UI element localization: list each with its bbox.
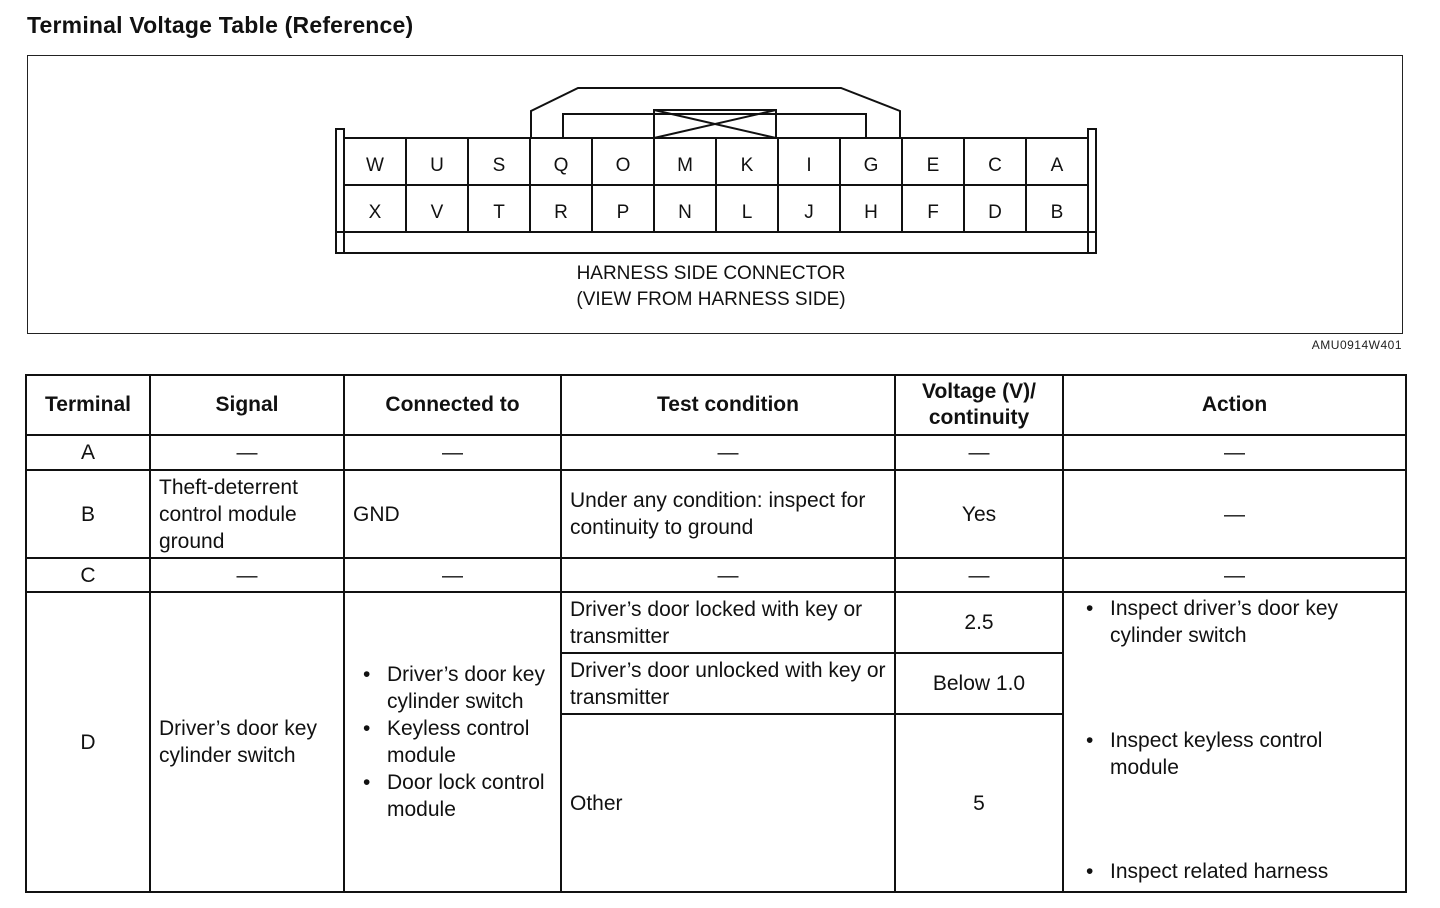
bottom-pin-f: F: [927, 202, 939, 223]
connected-to-list: [349, 661, 556, 823]
bottom-pin-v: V: [430, 202, 444, 223]
action-list-1: [1072, 595, 1397, 649]
table-row-a: [26, 435, 1406, 470]
cell-action: —: [1063, 558, 1406, 592]
connector-diagram: [27, 55, 1403, 334]
cell-test-condition: Driver’s door unlocked with key or transmitter: [561, 653, 895, 714]
top-pin-a: A: [1050, 155, 1064, 176]
bottom-pin-l: L: [741, 202, 753, 223]
cell-signal: Theft-deterrent control module ground: [150, 470, 344, 558]
list-item: • Inspect keyless control module: [1072, 727, 1397, 781]
cell-signal: Driver’s door key cylinder switch: [150, 592, 344, 892]
harness-connector-drawing: [28, 56, 1404, 335]
top-pin-o: O: [615, 155, 631, 176]
header-action: Action: [1063, 375, 1406, 435]
cell-signal: —: [150, 558, 344, 592]
cell-signal: —: [150, 435, 344, 470]
cell-action: —: [1063, 435, 1406, 470]
list-item: • Keyless control module: [349, 715, 556, 769]
cell-connected-to: —: [344, 558, 561, 592]
header-signal: Signal: [150, 375, 344, 435]
bottom-pin-n: N: [678, 202, 692, 223]
table-header-row: [26, 375, 1406, 435]
cell-connected-to: —: [344, 435, 561, 470]
cell-terminal: C: [26, 558, 150, 592]
table-row-c: [26, 558, 1406, 592]
list-item: • Inspect related harness: [1072, 858, 1397, 885]
terminal-voltage-table: [25, 374, 1407, 893]
table-row-b: [26, 470, 1406, 558]
cell-test-condition: Driver’s door locked with key or transmitter: [561, 592, 895, 653]
header-voltage-line-2: continuity: [928, 406, 1030, 429]
header-test-condition: Test condition: [561, 375, 895, 435]
connector-pin-grid: [344, 138, 1088, 232]
bottom-pin-b: B: [1050, 202, 1064, 223]
cell-connected-to: [344, 592, 561, 892]
cell-action: —: [1063, 470, 1406, 558]
connector-caption-line-1: HARNESS SIDE CONNECTOR: [576, 263, 846, 284]
list-item: • Inspect driver’s door key cylinder switch: [1072, 595, 1397, 649]
cell-connected-to: GND: [344, 470, 561, 558]
top-pin-g: G: [863, 155, 879, 176]
top-pin-m: M: [677, 155, 693, 176]
connector-latch: [531, 88, 900, 138]
bottom-pin-t: T: [493, 202, 505, 223]
list-item: • Door lock control module: [349, 769, 556, 823]
page-title: Terminal Voltage Table (Reference): [27, 12, 414, 38]
top-pin-q: Q: [553, 155, 569, 176]
header-voltage: [895, 375, 1063, 435]
cell-test-condition: Other: [561, 714, 895, 892]
table-row-d: [26, 592, 1406, 653]
cell-terminal: A: [26, 435, 150, 470]
cell-voltage: Below 1.0: [895, 653, 1063, 714]
cell-voltage: —: [895, 558, 1063, 592]
top-pin-c: C: [988, 155, 1002, 176]
header-connected-to: Connected to: [344, 375, 561, 435]
top-pin-u: U: [430, 155, 444, 176]
list-item: • Driver’s door key cylinder switch: [349, 661, 556, 715]
cell-test-condition: —: [561, 558, 895, 592]
cell-test-condition: Under any condition: inspect for continuity to ground: [561, 470, 895, 558]
cell-action: [1063, 592, 1406, 892]
top-pin-i: I: [806, 155, 812, 176]
top-pin-k: K: [740, 155, 754, 176]
action-list-2: [1072, 727, 1397, 781]
cell-voltage: 2.5: [895, 592, 1063, 653]
bottom-pin-h: H: [864, 202, 878, 223]
figure-id: AMU0914W401: [1311, 338, 1402, 352]
cell-voltage: —: [895, 435, 1063, 470]
top-row-pins: [366, 155, 1064, 176]
bottom-pin-p: P: [616, 202, 630, 223]
top-pin-w: W: [366, 155, 384, 176]
header-terminal: Terminal: [26, 375, 150, 435]
cell-voltage: 5: [895, 714, 1063, 892]
header-voltage-line-1: Voltage (V)/: [922, 380, 1036, 403]
top-pin-e: E: [926, 155, 940, 176]
connector-caption-line-2: (VIEW FROM HARNESS SIDE): [576, 289, 846, 310]
bottom-pin-j: J: [804, 202, 814, 223]
cell-terminal: D: [26, 592, 150, 892]
cell-terminal: B: [26, 470, 150, 558]
bottom-pin-r: R: [554, 202, 568, 223]
action-list-3: [1072, 858, 1397, 885]
top-pin-s: S: [492, 155, 506, 176]
bottom-pin-x: X: [368, 202, 382, 223]
bottom-pin-d: D: [988, 202, 1002, 223]
cell-test-condition: —: [561, 435, 895, 470]
cell-voltage: Yes: [895, 470, 1063, 558]
